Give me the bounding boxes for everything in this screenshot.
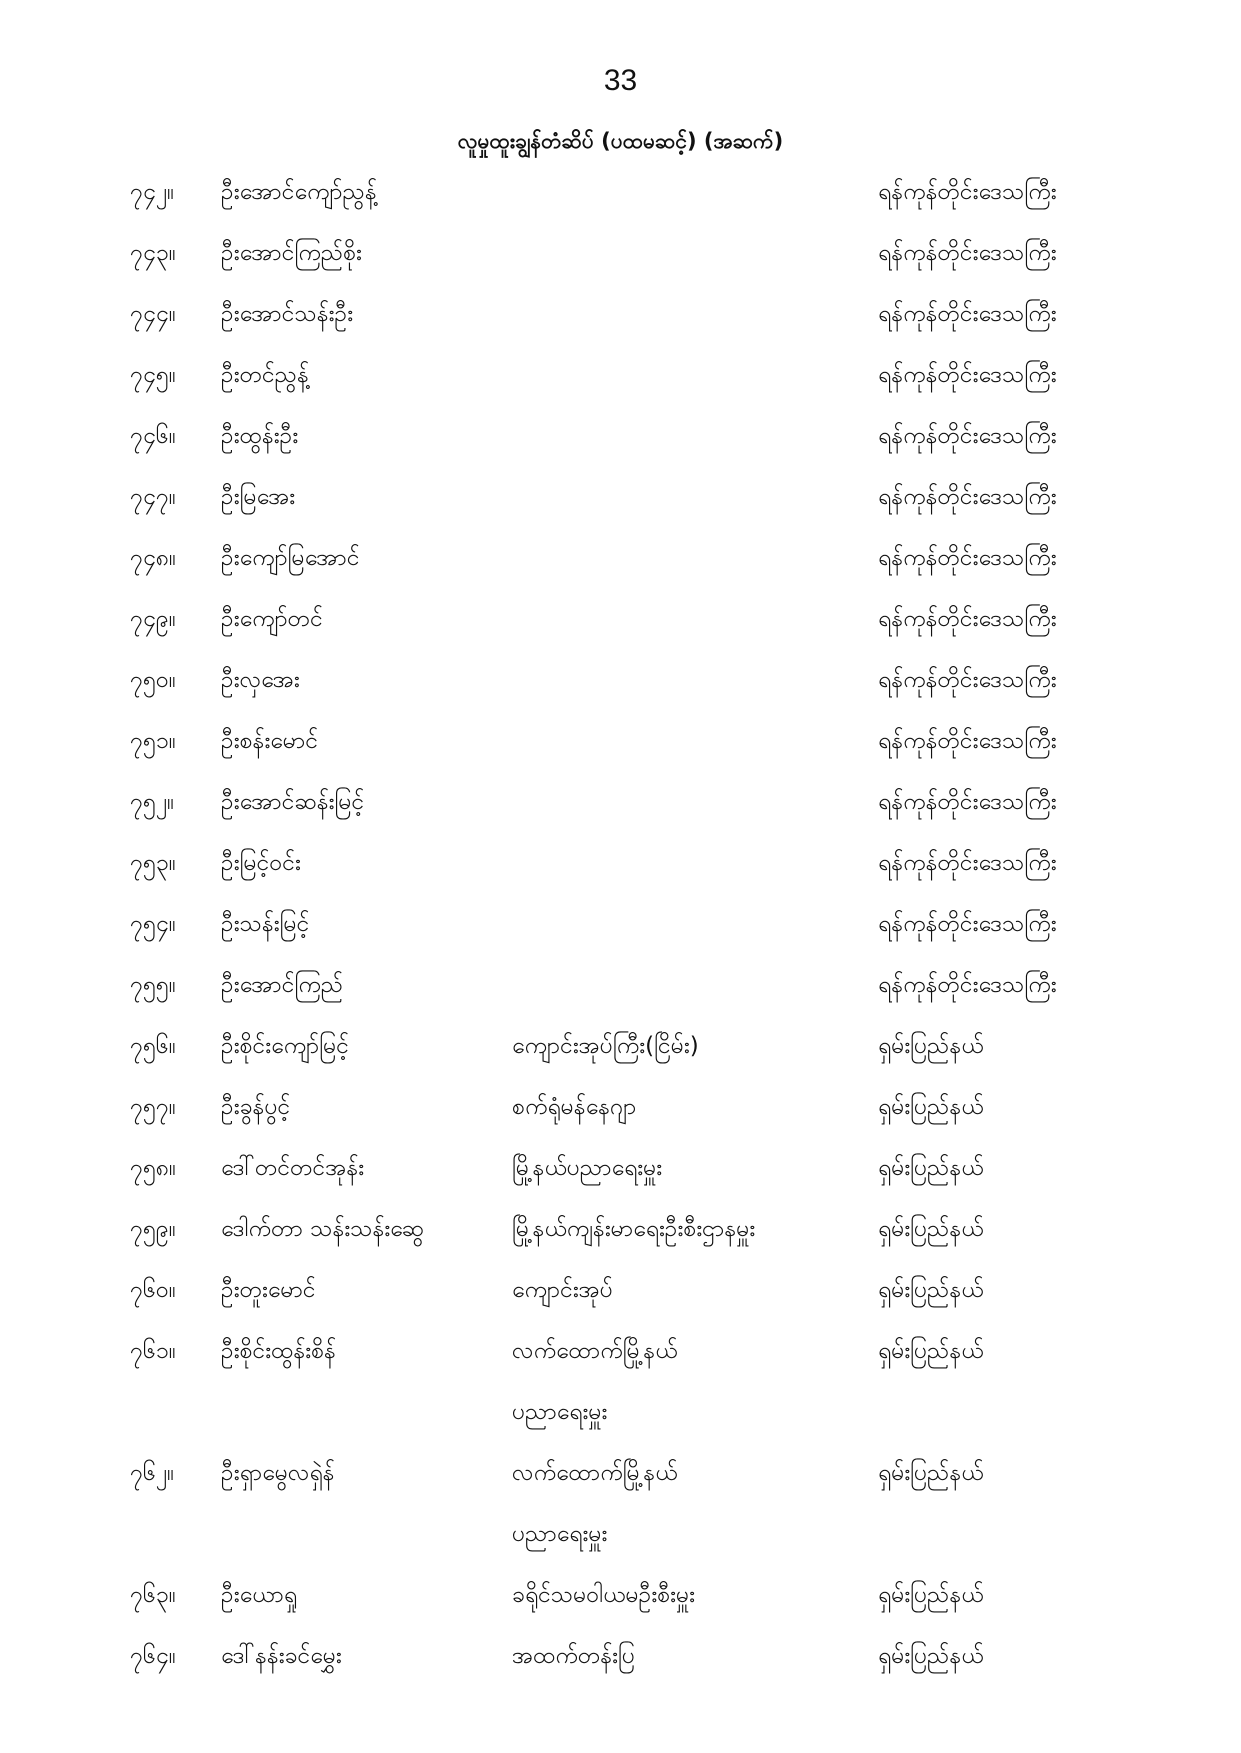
entry-number: ၇၅၈။: [130, 1155, 176, 1181]
region-name: ရန်ကုန်တိုင်းဒေသကြီး: [878, 911, 1057, 937]
list-item: [0, 589, 1241, 650]
person-name: ဦးအောင်ကြည်: [221, 972, 344, 998]
entry-number: ၇၅၇။: [130, 1094, 176, 1120]
list-item: [0, 406, 1241, 467]
region-name: ရန်ကုန်တိုင်းဒေသကြီး: [878, 606, 1057, 632]
region-name: ရန်ကုန်တိုင်းဒေသကြီး: [878, 545, 1057, 571]
list-item: [0, 1077, 1241, 1138]
region-name: ရန်ကုန်တိုင်းဒေသကြီး: [878, 728, 1057, 754]
list-item: [0, 772, 1241, 833]
person-name: ဦးအောင်ကြည်စိုး: [221, 240, 362, 266]
person-name: ဦးအောင်ကျော်ညွန့်: [221, 179, 377, 205]
list-item: [0, 284, 1241, 345]
region-name: ရန်ကုန်တိုင်းဒေသကြီး: [878, 972, 1057, 998]
region-name: ရန်ကုန်တိုင်းဒေသကြီး: [878, 240, 1057, 266]
entry-number: ၇၅၀။: [130, 667, 176, 693]
region-name: ရန်ကုန်တိုင်းဒေသကြီး: [878, 667, 1057, 693]
section-heading: လူမှုထူးချွန်တံဆိပ် (ပထမဆင့်) (အဆက်): [457, 129, 784, 153]
region-name: ရန်ကုန်တိုင်းဒေသကြီး: [878, 850, 1057, 876]
entry-number: ၇၆၁။: [130, 1338, 176, 1364]
person-name: ဒေါ်တင်တင်အုန်း: [221, 1155, 365, 1181]
list-item: [0, 711, 1241, 772]
region-name: ရှမ်းပြည်နယ်: [878, 1338, 984, 1364]
entry-number: ၇၅၉။: [130, 1216, 176, 1242]
list-item: [0, 528, 1241, 589]
region-name: ရှမ်းပြည်နယ်: [878, 1155, 984, 1181]
entry-number: ၇၄၃။: [130, 240, 176, 266]
person-name: ဦးအောင်သန်းဦး: [221, 301, 354, 327]
person-name: ဦးရှာမွေလရှဲန်: [221, 1460, 335, 1486]
entry-number: ၇၆၃။: [130, 1582, 176, 1608]
position-title: မြို့နယ်ကျန်းမာရေးဦးစီးဌာနမှူး: [512, 1216, 756, 1242]
list-item: [0, 1382, 1241, 1443]
list-item: [0, 1321, 1241, 1382]
person-name: ဦးသန်းမြင့်: [221, 911, 310, 937]
region-name: ရန်ကုန်တိုင်းဒေသကြီး: [878, 301, 1057, 327]
list-item: [0, 467, 1241, 528]
list-item: [0, 650, 1241, 711]
entry-number: ၇၄၇။: [130, 484, 176, 510]
list-item: [0, 162, 1241, 223]
list-item: [0, 833, 1241, 894]
region-name: ရှမ်းပြည်နယ်: [878, 1033, 984, 1059]
entry-number: ၇၄၅။: [130, 362, 176, 388]
award-list: [0, 162, 1241, 1687]
person-name: ဒေါက်တာ သန်းသန်းဆွေ: [221, 1216, 425, 1242]
region-name: ရန်ကုန်တိုင်းဒေသကြီး: [878, 789, 1057, 815]
list-item: [0, 1626, 1241, 1687]
person-name: ဦးအောင်ဆန်းမြင့်: [221, 789, 365, 815]
list-item: [0, 1443, 1241, 1504]
position-title: ကျောင်းအုပ်: [512, 1277, 613, 1303]
person-name: ဦးစန်းမောင်: [221, 728, 319, 754]
position-title: လက်ထောက်မြို့နယ်: [512, 1338, 678, 1364]
region-name: ရန်ကုန်တိုင်းဒေသကြီး: [878, 362, 1057, 388]
list-item: [0, 1016, 1241, 1077]
entry-number: ၇၅၃။: [130, 850, 176, 876]
entry-number: ၇၅၄။: [130, 911, 176, 937]
region-name: ရှမ်းပြည်နယ်: [878, 1094, 984, 1120]
person-name: ဦးတူးမောင်: [221, 1277, 316, 1303]
person-name: ဦးတင်ညွန့်: [221, 362, 309, 388]
list-item: [0, 955, 1241, 1016]
person-name: ဦးခွန်ပွင့်: [221, 1094, 291, 1120]
entry-number: ၇၄၄။: [130, 301, 176, 327]
region-name: ရန်ကုန်တိုင်းဒေသကြီး: [878, 179, 1057, 205]
position-title: ကျောင်းအုပ်ကြီး(ငြိမ်း): [512, 1033, 699, 1059]
entry-number: ၇၅၂။: [130, 789, 175, 815]
entry-number: ၇၄၈။: [130, 545, 176, 571]
person-name: ဦးလှအေး: [221, 667, 300, 693]
position-title: လက်ထောက်မြို့နယ်: [512, 1460, 678, 1486]
entry-number: ၇၄၆။: [130, 423, 176, 449]
list-item: [0, 345, 1241, 406]
entry-number: ၇၆၀။: [130, 1277, 176, 1303]
position-title: ပညာရေးမှူး: [512, 1399, 608, 1425]
entry-number: ၇၄၉။: [130, 606, 176, 632]
person-name: ဦးယောရှု: [221, 1582, 298, 1608]
person-name: ဦးမြအေး: [221, 484, 296, 510]
person-name: ဦးစိုင်းထွန်းစိန်: [221, 1338, 336, 1364]
entry-number: ၇၅၁။: [130, 728, 176, 754]
region-name: ရှမ်းပြည်နယ်: [878, 1460, 984, 1486]
list-item: [0, 1199, 1241, 1260]
position-title: ပညာရေးမှူး: [512, 1521, 608, 1547]
person-name: ဦးကျော်မြအောင်: [221, 545, 360, 571]
position-title: အထက်တန်းပြ: [512, 1643, 635, 1669]
region-name: ရန်ကုန်တိုင်းဒေသကြီး: [878, 423, 1057, 449]
list-item: [0, 1565, 1241, 1626]
position-title: ခရိုင်သမဝါယမဦးစီးမှူး: [512, 1582, 695, 1608]
list-item: [0, 1138, 1241, 1199]
region-name: ရန်ကုန်တိုင်းဒေသကြီး: [878, 484, 1057, 510]
page-number: 33: [603, 64, 638, 97]
entry-number: ၇၅၅။: [130, 972, 176, 998]
entry-number: ၇၄၂။: [130, 179, 175, 205]
list-item: [0, 894, 1241, 955]
person-name: ဒေါ်နန်းခင်မွှေး: [221, 1643, 342, 1669]
region-name: ရှမ်းပြည်နယ်: [878, 1582, 984, 1608]
region-name: ရှမ်းပြည်နယ်: [878, 1643, 984, 1669]
position-title: စက်ရုံမန်နေဂျာ: [512, 1094, 637, 1120]
region-name: ရှမ်းပြည်နယ်: [878, 1216, 984, 1242]
person-name: ဦးမြင့်ဝင်း: [221, 850, 301, 876]
entry-number: ၇၆၂။: [130, 1460, 175, 1486]
region-name: ရှမ်းပြည်နယ်: [878, 1277, 984, 1303]
person-name: ဦးစိုင်းကျော်မြင့်: [221, 1033, 349, 1059]
entry-number: ၇၅၆။: [130, 1033, 176, 1059]
entry-number: ၇၆၄။: [130, 1643, 176, 1669]
person-name: ဦးကျော်တင်: [221, 606, 323, 632]
person-name: ဦးထွန်းဦး: [221, 423, 299, 449]
position-title: မြို့နယ်ပညာရေးမှူး: [512, 1155, 663, 1181]
list-item: [0, 1260, 1241, 1321]
list-item: [0, 1504, 1241, 1565]
list-item: [0, 223, 1241, 284]
